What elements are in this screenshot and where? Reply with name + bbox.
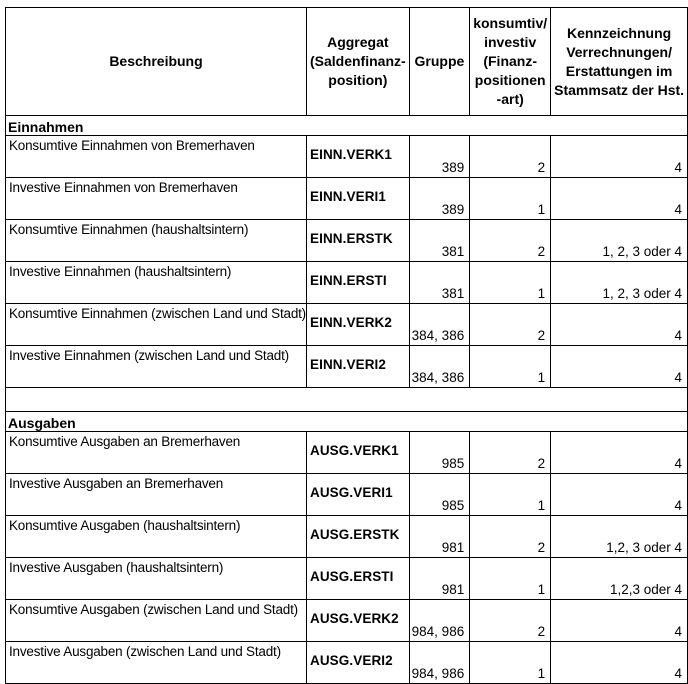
cell-art: 2 [470,516,551,558]
table-row [6,178,688,220]
cell-kennzeichnung: 1,2, 3 oder 4 [551,516,688,558]
cell-beschreibung: Investive Ausgaben (zwischen Land und Stadt) [6,642,307,684]
cell-art: 2 [470,600,551,642]
cell-aggregat: AUSG.VERK1 [306,432,409,474]
cell-beschreibung: Investive Einnahmen von Bremerhaven [6,178,307,220]
cell-gruppe: 981 [409,558,470,600]
cell-beschreibung: Investive Einnahmen (haushaltsintern) [6,262,307,304]
cell-gruppe: 985 [409,432,470,474]
cell-beschreibung: Konsumtive Einnahmen (haushaltsintern) [6,220,307,262]
cell-beschreibung: Investive Ausgaben (haushaltsintern) [6,558,307,600]
blank-row [6,388,688,412]
cell-kennzeichnung: 4 [551,136,688,178]
cell-aggregat: AUSG.ERSTI [306,558,409,600]
cell-beschreibung: Konsumtive Einnahmen (zwischen Land und Stadt) [6,304,307,346]
cell-beschreibung: Konsumtive Ausgaben (haushaltsintern) [6,516,307,558]
header-aggregat: Aggregat (Saldenfinanz- position) [306,8,409,116]
table-row [6,262,688,304]
cell-beschreibung: Konsumtive Ausgaben (zwischen Land und Stadt) [6,600,307,642]
cell-aggregat: EINN.VERI2 [306,346,409,388]
table-row [6,558,688,600]
table-row [6,136,688,178]
ausgaben-section [6,412,688,684]
section-title-ausgaben: Ausgaben [6,412,688,432]
cell-art: 2 [470,136,551,178]
header-beschreibung: Beschreibung [6,8,307,116]
table-row [6,346,688,388]
cell-aggregat: EINN.ERSTK [306,220,409,262]
cell-art: 1 [470,558,551,600]
section-title-einnahmen: Einnahmen [6,116,688,136]
header-gruppe: Gruppe [409,8,470,116]
cell-gruppe: 381 [409,262,470,304]
cell-kennzeichnung: 4 [551,178,688,220]
table-row [6,642,688,684]
cell-kennzeichnung: 4 [551,600,688,642]
cell-art: 1 [470,346,551,388]
table-row [6,220,688,262]
header-konsumtiv-investiv: konsumtiv/ investiv (Finanz- positionen -art) [470,8,551,116]
table-row [6,432,688,474]
cell-kennzeichnung: 4 [551,346,688,388]
cell-kennzeichnung: 1,2,3 oder 4 [551,558,688,600]
cell-aggregat: AUSG.ERSTK [306,516,409,558]
cell-art: 1 [470,178,551,220]
cell-art: 2 [470,304,551,346]
spacer-section [6,388,688,412]
cell-beschreibung: Investive Ausgaben an Bremerhaven [6,474,307,516]
cell-kennzeichnung: 4 [551,432,688,474]
cell-beschreibung: Investive Einnahmen (zwischen Land und Stadt) [6,346,307,388]
cell-aggregat: EINN.VERK2 [306,304,409,346]
cell-art: 2 [470,220,551,262]
table-row [6,516,688,558]
cell-gruppe: 381 [409,220,470,262]
cell-aggregat: AUSG.VERI1 [306,474,409,516]
cell-kennzeichnung: 1, 2, 3 oder 4 [551,220,688,262]
table-header-row [6,8,688,116]
cell-aggregat: AUSG.VERK2 [306,600,409,642]
cell-gruppe: 384, 386 [409,304,470,346]
cell-gruppe: 984, 986 [409,600,470,642]
cell-gruppe: 389 [409,178,470,220]
cell-kennzeichnung: 4 [551,642,688,684]
table-row [6,304,688,346]
cell-art: 2 [470,432,551,474]
saldenfinanzposition-table [5,7,688,684]
table-row [6,600,688,642]
document-table-wrapper [5,7,688,684]
cell-aggregat: EINN.VERK1 [306,136,409,178]
section-header-row [6,412,688,432]
cell-gruppe: 984, 986 [409,642,470,684]
table-row [6,474,688,516]
blank-cell [6,388,688,412]
cell-art: 1 [470,474,551,516]
cell-beschreibung: Konsumtive Einnahmen von Bremerhaven [6,136,307,178]
cell-kennzeichnung: 4 [551,474,688,516]
cell-kennzeichnung: 1, 2, 3 oder 4 [551,262,688,304]
cell-aggregat: EINN.VERI1 [306,178,409,220]
cell-beschreibung: Konsumtive Ausgaben an Bremerhaven [6,432,307,474]
cell-gruppe: 981 [409,516,470,558]
cell-aggregat: AUSG.VERI2 [306,642,409,684]
section-header-row [6,116,688,136]
cell-art: 1 [470,262,551,304]
cell-gruppe: 384, 386 [409,346,470,388]
cell-art: 1 [470,642,551,684]
einnahmen-section [6,116,688,388]
cell-gruppe: 389 [409,136,470,178]
cell-gruppe: 985 [409,474,470,516]
header-kennzeichnung: Kennzeichnung Verrechnungen/ Erstattungen im Stammsatz der Hst. [551,8,688,116]
cell-kennzeichnung: 4 [551,304,688,346]
cell-aggregat: EINN.ERSTI [306,262,409,304]
